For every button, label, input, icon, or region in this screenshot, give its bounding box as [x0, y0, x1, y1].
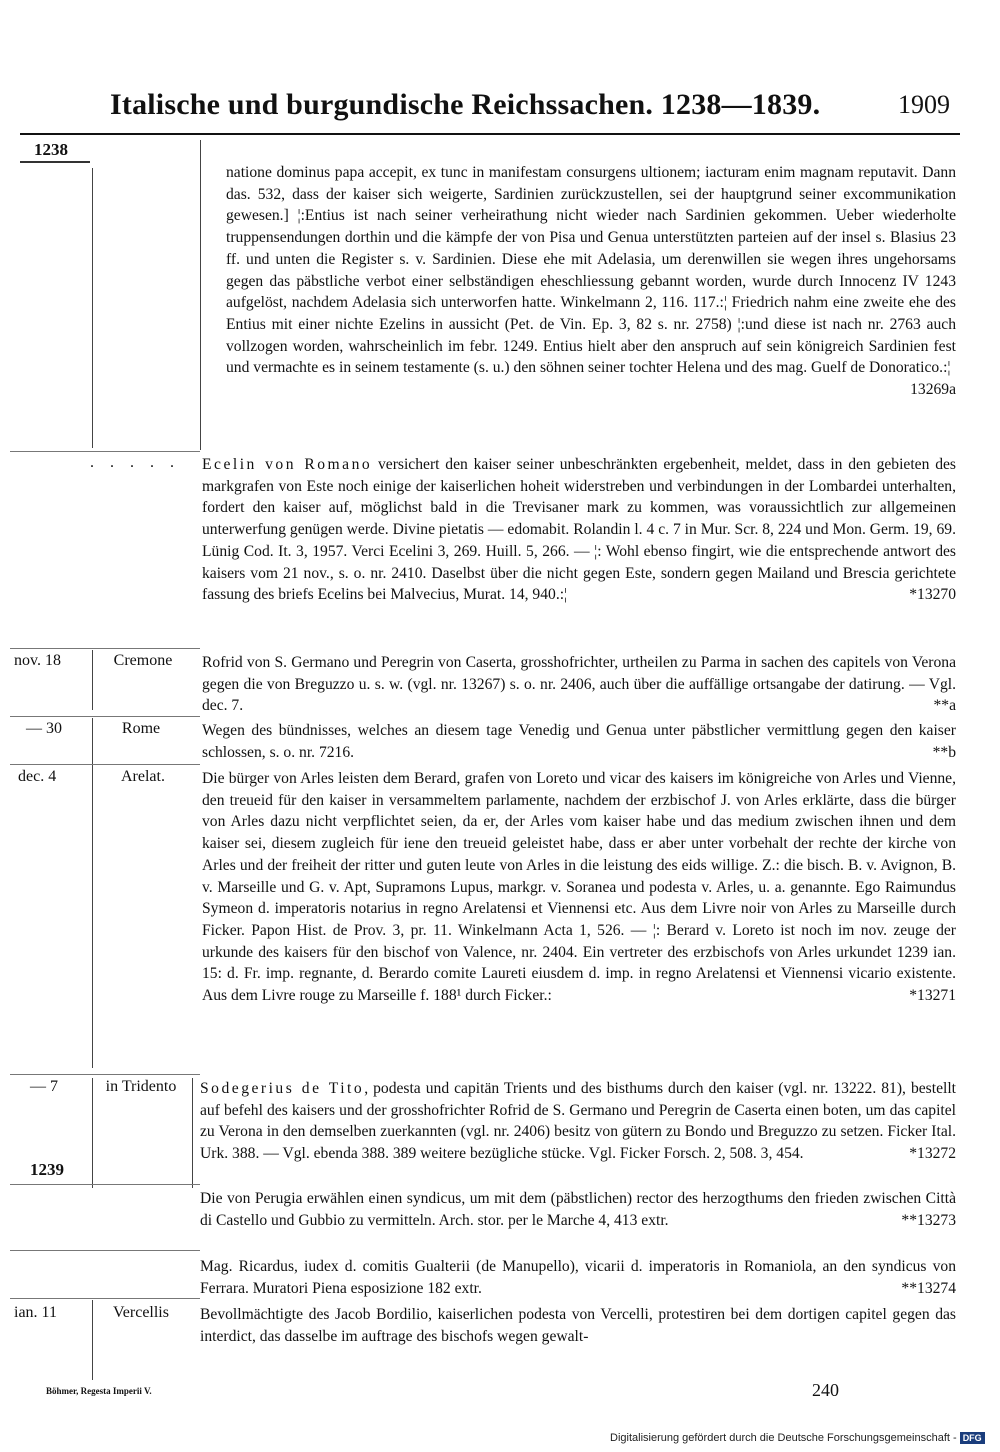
entry-nov-30 — [202, 720, 956, 763]
entry-text: natione dominus papa accepit, ex tunc in manifestam consurgens ultionem; iacturam enim magnam reputavit. Dann das. 532, dass der kaiser sich weigerte, Sardinien zurückzustellen, sei der hauptgrund seiner excommunikation gewesen.] ¦:Entius ist nach seiner verheirathung nicht wieder nach Sardinien gekommen. Ueber wiederholte truppensendungen dorthin und die kämpfe der von Pisa und Genua unterstützten parteien auf der insel s. Blasius 23 ff. und unten die Register s. v. Sardinien. Diese ehe mit Adelasia, um derenwillen sie wegen ihres ungehorsams gegen das päbstliche verbot einer selbständigen eheschliessung gebannt worden, wurde durch Innocenz IV 1243 aufgelöst, nachdem Adelasia sich unterworfen hatte. Winkelmann 2, 116. 117.:¦ Friedrich nahm eine zweite ehe des Entius mit einer nichte Ezelins in aussicht (Pet. de Vin. Ep. 3, 82 s. nr. 2758) ¦:und diese ist nach nr. 2763 auch vollzogen worden, wahrscheinlich im febr. 1249. Entius hielt aber den anspruch auf sein königreich Sardinien fest und vermachte es in seinem testamente (s. u.) den söhnen seiner tochter Helena und des mag. Guelf de Donoratico.:¦ — [226, 164, 956, 377]
entry-place: Cremone — [113, 652, 173, 669]
entry-separator — [10, 716, 200, 717]
entry-number: 13269a — [910, 381, 956, 399]
footer-signature: Böhmer, Regesta Imperii V. — [46, 1386, 152, 1396]
year-1239: 1239 — [30, 1160, 64, 1179]
entry-13273 — [200, 1188, 956, 1231]
page-title: Italische und burgundische Reichssachen. 1238—1839. — [110, 88, 821, 121]
entry-number: **13273 — [901, 1211, 956, 1229]
entry-13272 — [200, 1078, 956, 1165]
page-number: 1909 — [898, 90, 950, 119]
entry-number: **a — [933, 697, 956, 715]
entry-separator — [10, 648, 200, 649]
entry-date: dec. 4 — [18, 768, 57, 785]
entry-text: Rofrid von S. Germano und Peregrin von Caserta, grosshofrichter, urtheilen zu Parma in sachen des capitels von Verona gegen die von Breguzzo u. s. w. (vgl. nr. 13267) s. o. nr. 2406, auch über die auffällige ortsangabe der datirung. — Vgl. dec. 7. — [202, 654, 956, 715]
entry-text: Die bürger von Arles leisten dem Berard, grafen von Loreto und vicar des kaisers im königreiche von Arles und Vienne, den treueid für den kaiser in versammeltem parlamente, nachdem der erzbischof J. von Arles erklärte, dass die bürger von Arles dazu nicht verpflichtet seien, da er, der Arles vom kaiser habe und das medium zwischen ihnen und dem kaiser sei, diesem zugleich für iene den treueid geleistet habe, dass er aber unter vorbehalt der rechte der kirche von Arles und der freiheit der ritter und guten leute von Arles in die leistung des eids willige. Z.: die bisch. B. v. Avignon, B. v. Marseille und G. v. Apt, Supramons Lupus, markgr. v. Soranea und podesta v. Arles, u. a. genannte. Ego Raimundus Symeon d. imperatoris notarius in regno Arelatensi et Viennensi etc. Aus dem Livre noir von Arles zu Marseille durch Ficker. Papon Hist. de Prov. 3, pr. 11. Winkelmann Acta 1, 526. — ¦: Berard v. Loreto ist noch im nov. zeuge der urkunde des kaisers für den bischof von Valence, nr. 2404. Ein vertreter des erzbischofs von Arles urkundet 1239 ian. 15: d. Fr. imp. regnante, d. Berardo comite Laureti eiusdem d. imp. in regno Arelatensi et Viennensi vicario existente. Aus dem Livre rouge zu Marseille f. 188¹ durch Ficker.: — [202, 770, 956, 1005]
dfg-text: Digitalisierung gefördert durch die Deutsche Forschungsgemeinschaft - — [610, 1432, 957, 1444]
entry-number: *13271 — [909, 987, 956, 1005]
entry-text: Wegen des bündnisses, welches an diesem tage Venedig und Genua unter päbstlicher vermittlung gegen den kaiser schlossen, s. o. nr. 7216. — [202, 722, 956, 761]
entry-number: **13274 — [901, 1279, 956, 1297]
entry-place: Arelat. — [121, 768, 165, 785]
entry-date: . . . . . — [90, 454, 180, 471]
entry-text: , podesta und capitän Trients und des bisthums durch den kaiser (vgl. nr. 13222. 81), bestellt auf befehl des kaisers und der grosshofrichter Rofrid de S. Germano und Peregrin de Caserta einen boten, um das capitel zu Verona in den demselben zuerkannten (vgl. nr. 2406) besitz von gütern zu Bondo und Breguzzo zu setzen. Ficker Ital. Urk. 388. — Vgl. ebenda 388. 389 weitere bezügliche stücke. Vgl. Ficker Forsch. 2, 508. 3, 454. — [200, 1080, 956, 1163]
entry-13274 — [200, 1256, 956, 1299]
entry-number: *13270 — [909, 586, 956, 604]
entry-text: Die von Perugia erwählen einen syndicus, um mit dem (päbstlichen) rector des herzogthums den frieden zwischen Città di Castello und Gubbio zu vermitteln. Arch. stor. per le Marche 4, 413 extr. — [200, 1190, 956, 1229]
footer-page-number: 240 — [812, 1380, 839, 1400]
entry-nov-18 — [202, 652, 956, 717]
entry-13271 — [202, 768, 956, 1007]
entry-number: *13272 — [909, 1145, 956, 1163]
entry-separator — [10, 764, 200, 765]
entry-place: Rome — [121, 720, 161, 737]
entry-13269a — [226, 162, 956, 401]
entry-date: — 7 — [30, 1078, 58, 1095]
dfg-logo-icon: DFG — [960, 1432, 985, 1444]
column-rule — [92, 168, 93, 448]
entry-separator — [10, 1184, 200, 1185]
entry-ian-11 — [200, 1304, 956, 1347]
entry-name: Sodegerius de Tito — [200, 1080, 365, 1097]
entry-place: in Tridento — [105, 1078, 177, 1095]
entry-separator — [10, 1074, 200, 1075]
entry-name: Ecelin von Romano — [202, 456, 373, 473]
year-rule — [20, 161, 90, 163]
entry-text: versichert den kaiser seiner unbeschränkten ergebenheit, meldet, dass in den gebieten des markgrafen von Este noch einige der kaiserlichen hoheit widerstreben und verbindungen in der Lombardei unterhalten, fordert den kaiser auf, möglichst bald in die Trevisaner mark zu kommen, was voraussichtlich zur allgemeinen unterwerfung genügen werde. Divine pietatis — edomabit. Rolandin l. 4 c. 7 in Mur. Scr. 8, 224 und Mon. Germ. 19, 69. Lünig Cod. It. 3, 1957. Verci Ecelini 3, 269. Huill. 5, 266. — ¦: Wohl ebenso fingirt, wie die entsprechende antwort des kaisers vom 21 nov., s. o. nr. 2410. Daselbst über die nicht gegen Este, sondern gegen Mailand und Brescia gerichtete fassung des briefs Ecelins bei Malvecius, Murat. 14, 940.:¦ — [202, 456, 956, 604]
entry-separator — [10, 1298, 200, 1299]
entry-date: ian. 11 — [14, 1304, 57, 1321]
dfg-notice — [610, 1432, 985, 1444]
entry-text: Mag. Ricardus, iudex d. comitis Gualterii (de Manupello), vicarii d. imperatoris in Romaniola, an den syndicus von Ferrara. Muratori Piena esposizione 182 extr. — [200, 1258, 956, 1297]
entry-13270 — [202, 454, 956, 606]
entry-date: nov. 18 — [14, 652, 61, 669]
entry-text: Bevollmächtigte des Jacob Bordilio, kaiserlichen podesta von Vercelli, protestiren bei dem dortigen capitel gegen das interdict, das dasselbe im auftrage des bischofs wegen gewalt- — [200, 1306, 956, 1345]
entry-place: Vercellis — [113, 1304, 169, 1321]
entry-date: — 30 — [26, 720, 62, 737]
header-rule — [20, 133, 960, 135]
column-rule — [200, 140, 201, 450]
entry-number: **b — [932, 743, 956, 761]
entry-separator — [10, 451, 200, 452]
column-rule — [92, 768, 93, 1068]
entry-separator — [10, 1250, 200, 1251]
year-1238: 1238 — [34, 140, 68, 159]
